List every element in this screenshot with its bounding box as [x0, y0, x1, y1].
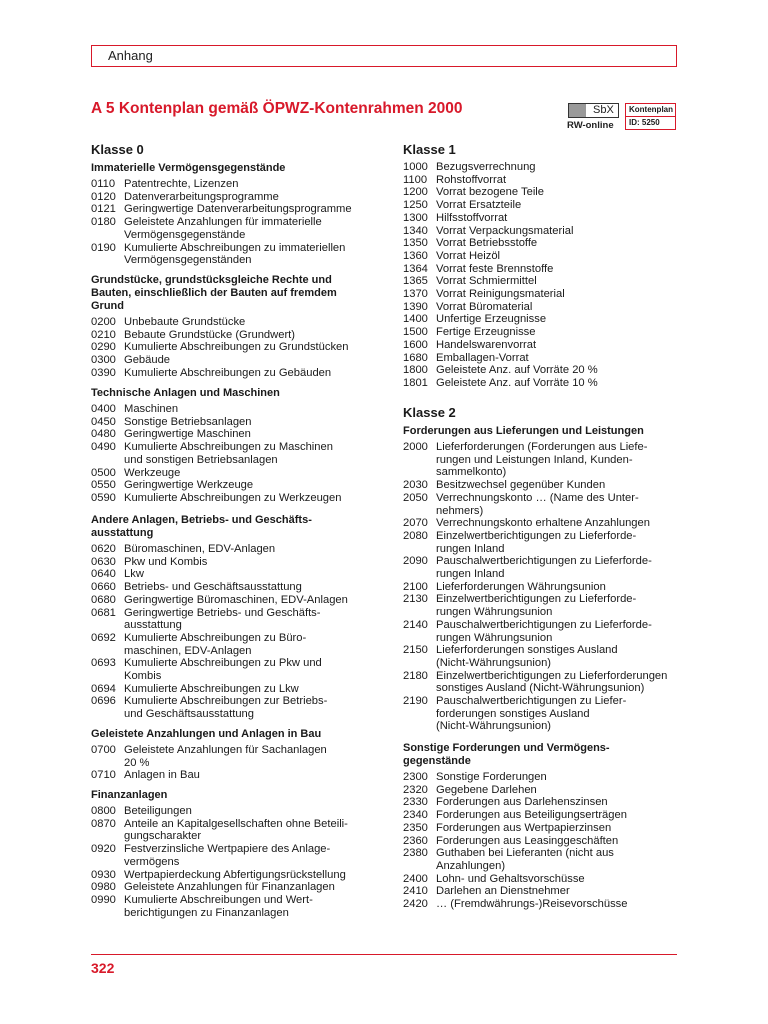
account-row	[91, 594, 381, 607]
account-label: Vorrat Büromaterial	[436, 300, 533, 313]
account-label: Lieferforderungen sonstiges Ausland (Nicht-Währungsunion)	[436, 644, 618, 669]
account-row	[403, 835, 683, 848]
account-code: 2140	[403, 618, 428, 631]
account-label: Unfertige Erzeugnisse	[436, 313, 547, 326]
account-row	[91, 316, 381, 329]
sbx-label: SbX	[593, 104, 614, 116]
account-row	[91, 428, 381, 441]
account-label: Rohstoffvorrat	[436, 173, 507, 186]
account-row	[91, 657, 381, 682]
account-label: Vorrat Ersatzteile	[436, 199, 522, 212]
klasse-heading: Klasse 1	[403, 142, 456, 157]
account-label: Forderungen aus Leasinggeschäften	[436, 834, 619, 847]
account-label: Emballagen-Vorrat	[436, 351, 529, 364]
account-code: 2410	[403, 885, 428, 898]
group-heading: Geleistete Anzahlungen und Anlagen in Bau	[91, 728, 322, 740]
account-code: 2150	[403, 644, 428, 657]
account-label: Sonstige Betriebsanlagen	[124, 415, 252, 428]
account-label: Vorrat Heizöl	[436, 249, 501, 262]
account-row	[403, 186, 683, 199]
account-code: 0710	[91, 769, 116, 782]
account-row	[403, 695, 683, 733]
account-label: Geringwertige Datenverarbeitungsprogramme	[124, 203, 352, 216]
account-row	[403, 581, 683, 594]
account-row	[403, 784, 683, 797]
account-code: 2350	[403, 821, 428, 834]
account-code: 0180	[91, 216, 116, 229]
group-heading: Grundstücke, grundstücksgleiche Rechte und Bauten, einschließlich der Bauten auf fremdem Grund	[91, 274, 337, 312]
account-label: Geringwertige Werkzeuge	[124, 479, 254, 492]
account-label: Kumulierte Abschreibungen zu Büro- maschinen, EDV-Anlagen	[124, 631, 307, 657]
account-code: 0400	[91, 403, 116, 415]
account-row	[91, 403, 381, 416]
account-code: 0550	[91, 479, 116, 492]
account-label: Vorrat Schmiermittel	[436, 275, 537, 288]
account-code: 2130	[403, 593, 428, 606]
account-label: … (Fremdwährungs-)Reisevorschüsse	[436, 898, 628, 910]
account-code: 0480	[91, 428, 116, 441]
account-code: 0190	[91, 241, 116, 254]
account-label: Werkzeuge	[124, 466, 181, 479]
account-code: 0930	[91, 868, 116, 881]
account-label: Kumulierte Abschreibungen zu Gebäuden	[124, 366, 332, 379]
account-row	[403, 301, 683, 314]
group-heading: Finanzanlagen	[91, 789, 168, 801]
account-row	[403, 822, 683, 835]
account-row	[91, 191, 381, 204]
group-heading: Andere Anlagen, Betriebs- und Geschäfts- ausstattung	[91, 514, 312, 539]
account-label: Verrechnungskonto erhaltene Anzahlungen	[436, 517, 650, 530]
page-title: A 5 Kontenplan gemäß ÖPWZ-Kontenrahmen 2000	[91, 100, 463, 117]
account-code: 0660	[91, 581, 116, 594]
account-label: Vorrat bezogene Teile	[436, 186, 545, 199]
account-code: 2080	[403, 529, 428, 542]
sbx-gray-block	[569, 104, 586, 117]
account-label: Pkw und Kombis	[124, 555, 208, 568]
account-code: 0590	[91, 491, 116, 504]
account-row	[91, 683, 381, 696]
account-code: 1801	[403, 376, 428, 389]
account-row	[91, 543, 381, 556]
account-code: 1800	[403, 364, 428, 377]
account-code: 2340	[403, 809, 428, 822]
account-label: Lohn- und Gehaltsvorschüsse	[436, 872, 585, 885]
account-code: 0210	[91, 328, 116, 341]
account-code: 0620	[91, 543, 116, 555]
account-code: 0640	[91, 568, 116, 581]
account-code: 1364	[403, 262, 428, 275]
account-row	[91, 568, 381, 581]
account-code: 1300	[403, 211, 428, 224]
account-label: Einzelwertberichtigungen zu Lieferforderungen sonstiges Ausland (Nicht-Währungsunion)	[436, 669, 668, 695]
group-heading: Immaterielle Vermögensgegenstände	[91, 162, 286, 174]
account-label: Wertpapierdeckung Abfertigungsrückstellung	[124, 868, 346, 881]
account-row	[403, 885, 683, 898]
rw-online-label: RW-online	[567, 120, 614, 131]
account-label: Hilfsstoffvorrat	[436, 211, 508, 224]
kontenplan-badge	[625, 103, 676, 130]
account-label: Geringwertige Betriebs- und Geschäfts- ausstattung	[124, 606, 321, 632]
section-label: Anhang	[108, 48, 153, 63]
account-code: 0120	[91, 190, 116, 203]
account-row	[91, 492, 381, 505]
account-row	[403, 174, 683, 187]
account-code: 1250	[403, 199, 428, 212]
account-label: Einzelwertberichtigungen zu Lieferforde- rungen Währungsunion	[436, 593, 637, 619]
account-label: Beteiligungen	[124, 805, 192, 817]
footer-divider	[91, 954, 677, 955]
account-label: Geleistete Anzahlungen für immaterielle Vermögensgegenstände	[124, 216, 322, 241]
account-code: 0870	[91, 817, 116, 830]
account-code: 0490	[91, 441, 116, 454]
account-code: 2400	[403, 872, 428, 885]
account-label: Vorrat feste Brennstoffe	[436, 262, 554, 275]
account-row	[403, 809, 683, 822]
account-code: 0681	[91, 606, 116, 619]
account-code: 2090	[403, 555, 428, 568]
account-code: 1340	[403, 224, 428, 237]
account-label: Festverzinsliche Wertpapiere des Anlage- vermögens	[124, 843, 331, 868]
account-label: Geleistete Anz. auf Vorräte 20 %	[436, 364, 598, 377]
account-row	[91, 894, 381, 919]
account-row	[91, 467, 381, 480]
account-label: Forderungen aus Beteiligungserträgen	[436, 809, 627, 822]
account-code: 1500	[403, 326, 428, 339]
account-label: Pauschalwertberichtigungen zu Lieferforde- rungen Inland	[436, 555, 652, 580]
account-code: 0980	[91, 881, 116, 894]
account-label: Kumulierte Abschreibungen und Wert- berichtigungen zu Finanzanlagen	[124, 893, 313, 919]
account-code: 1350	[403, 237, 428, 250]
account-row	[403, 364, 683, 377]
account-row	[91, 769, 381, 782]
account-row	[91, 581, 381, 594]
account-code: 0500	[91, 466, 116, 479]
account-label: Kumulierte Abschreibungen zu immateriellen Vermögensgegenständen	[124, 241, 346, 267]
account-label: Kumulierte Abschreibungen zur Betriebs- und Geschäftsausstattung	[124, 695, 328, 721]
account-label: Kumulierte Abschreibungen zu Grundstücken	[124, 341, 349, 354]
account-label: Büromaschinen, EDV-Anlagen	[124, 543, 276, 555]
account-label: Maschinen	[124, 403, 179, 415]
sbx-badge	[568, 103, 619, 118]
account-label: Vorrat Betriebsstoffe	[436, 237, 538, 250]
account-label: Verrechnungskonto … (Name des Unter- nehmers)	[436, 491, 639, 517]
account-label: Kumulierte Abschreibungen zu Lkw	[124, 682, 299, 695]
group-heading: Forderungen aus Lieferungen und Leistungen	[403, 425, 644, 437]
account-code: 2050	[403, 491, 428, 504]
account-code: 2190	[403, 695, 428, 707]
account-label: Geleistete Anzahlungen für Sachanlagen 20 %	[124, 744, 327, 769]
account-code: 0990	[91, 893, 116, 906]
account-code: 0121	[91, 203, 116, 216]
account-label: Guthaben bei Lieferanten (nicht aus Anzahlungen)	[436, 847, 614, 872]
account-label: Sonstige Forderungen	[436, 771, 547, 783]
account-row	[403, 339, 683, 352]
account-code: 2420	[403, 898, 428, 910]
page-number: 322	[91, 960, 115, 976]
account-label: Geringwertige Büromaschinen, EDV-Anlagen	[124, 593, 348, 606]
account-row	[403, 670, 683, 695]
account-row	[403, 377, 683, 390]
account-row	[403, 873, 683, 886]
account-code: 1100	[403, 173, 428, 186]
account-label: Vorrat Verpackungsmaterial	[436, 224, 574, 237]
account-row	[403, 275, 683, 288]
account-code: 1390	[403, 300, 428, 313]
account-label: Vorrat Reinigungsmaterial	[436, 288, 565, 300]
account-code: 2100	[403, 580, 428, 593]
account-row	[403, 313, 683, 326]
account-label: Patentrechte, Lizenzen	[124, 178, 239, 190]
account-code: 0680	[91, 593, 116, 606]
account-label: Geringwertige Maschinen	[124, 428, 251, 441]
kontenplan-id: ID: 5250	[629, 118, 660, 127]
account-code: 0290	[91, 341, 116, 354]
account-label: Forderungen aus Wertpapierzinsen	[436, 821, 612, 834]
account-code: 1600	[403, 338, 428, 351]
account-code: 2070	[403, 517, 428, 530]
account-row	[403, 644, 683, 669]
account-label: Handelswarenvorrat	[436, 338, 537, 351]
account-row	[91, 479, 381, 492]
account-row	[91, 416, 381, 429]
account-code: 2180	[403, 669, 428, 682]
account-label: Fertige Erzeugnisse	[436, 326, 536, 339]
account-row	[91, 818, 381, 843]
account-code: 0696	[91, 695, 116, 708]
account-row	[403, 441, 683, 479]
account-row	[91, 216, 381, 241]
account-code: 1370	[403, 288, 428, 300]
account-row	[403, 898, 683, 911]
account-code: 0450	[91, 415, 116, 428]
account-label: Einzelwertberichtigungen zu Lieferforde- rungen Inland	[436, 529, 637, 555]
klasse-heading: Klasse 0	[91, 142, 144, 157]
account-label: Lkw	[124, 568, 144, 581]
account-row	[91, 744, 381, 769]
account-row	[403, 225, 683, 238]
account-row	[403, 771, 683, 784]
account-code: 0800	[91, 805, 116, 817]
account-code: 0920	[91, 843, 116, 856]
account-label: Datenverarbeitungsprogramme	[124, 190, 279, 203]
account-row	[403, 288, 683, 301]
account-code: 0700	[91, 744, 116, 756]
account-row	[403, 796, 683, 809]
account-code: 0200	[91, 316, 116, 328]
account-label: Kumulierte Abschreibungen zu Pkw und Kombis	[124, 657, 322, 682]
account-row	[91, 632, 381, 657]
account-row	[91, 869, 381, 882]
account-label: Kumulierte Abschreibungen zu Werkzeugen	[124, 491, 342, 504]
account-label: Betriebs- und Geschäftsausstattung	[124, 581, 302, 594]
account-code: 2300	[403, 771, 428, 783]
kontenplan-label: Kontenplan	[626, 104, 675, 117]
account-row	[403, 326, 683, 339]
account-row	[91, 607, 381, 632]
account-code: 2380	[403, 847, 428, 860]
account-row	[91, 242, 381, 267]
account-row	[403, 555, 683, 580]
account-code: 2330	[403, 796, 428, 809]
account-row	[91, 341, 381, 354]
account-code: 0630	[91, 555, 116, 568]
account-label: Anlagen in Bau	[124, 769, 200, 782]
account-code: 2320	[403, 783, 428, 796]
account-row	[403, 492, 683, 517]
account-label: Unbebaute Grundstücke	[124, 316, 246, 328]
account-code: 1365	[403, 275, 428, 288]
account-row	[403, 517, 683, 530]
group-heading: Sonstige Forderungen und Vermögens- gegenstände	[403, 742, 610, 767]
account-row	[91, 178, 381, 191]
account-label: Besitzwechsel gegenüber Kunden	[436, 479, 606, 492]
account-code: 1200	[403, 186, 428, 199]
account-code: 1400	[403, 313, 428, 326]
account-label: Bebaute Grundstücke (Grundwert)	[124, 328, 296, 341]
account-code: 2360	[403, 834, 428, 847]
account-label: Forderungen aus Darlehenszinsen	[436, 796, 608, 809]
account-code: 1000	[403, 161, 428, 173]
account-row	[403, 352, 683, 365]
account-code: 1680	[403, 351, 428, 364]
account-label: Gegebene Darlehen	[436, 783, 537, 796]
account-row	[403, 212, 683, 225]
account-row	[91, 203, 381, 216]
account-label: Darlehen an Dienstnehmer	[436, 885, 570, 898]
account-row	[91, 441, 381, 466]
account-row	[91, 329, 381, 342]
account-label: Pauschalwertberichtigungen zu Liefer- forderungen sonstiges Ausland (Nicht-Währungsunion)	[436, 695, 627, 733]
account-label: Anteile an Kapitalgesellschaften ohne Beteili- gungscharakter	[124, 817, 348, 843]
account-code: 0300	[91, 354, 116, 367]
account-code: 0110	[91, 178, 116, 190]
account-row	[403, 199, 683, 212]
account-label: Lieferforderungen (Forderungen aus Liefe- rungen und Leistungen Inland, Kunden- sammelkonto)	[436, 441, 648, 479]
account-row	[91, 881, 381, 894]
account-row	[91, 556, 381, 569]
account-row	[403, 263, 683, 276]
account-row	[403, 847, 683, 872]
account-row	[403, 161, 683, 174]
account-row	[91, 843, 381, 868]
group-heading: Technische Anlagen und Maschinen	[91, 387, 280, 399]
account-row	[403, 250, 683, 263]
account-code: 0692	[91, 631, 116, 644]
account-label: Kumulierte Abschreibungen zu Maschinen und sonstigen Betriebsanlagen	[124, 441, 333, 466]
account-label: Geleistete Anz. auf Vorräte 10 %	[436, 376, 598, 389]
account-code: 0390	[91, 366, 116, 379]
account-code: 0694	[91, 682, 116, 695]
account-label: Geleistete Anzahlungen für Finanzanlagen	[124, 881, 335, 894]
account-label: Lieferforderungen Währungsunion	[436, 580, 606, 593]
account-label: Gebäude	[124, 354, 171, 367]
account-row	[91, 367, 381, 380]
account-row	[403, 530, 683, 555]
account-row	[403, 237, 683, 250]
account-label: Pauschalwertberichtigungen zu Lieferforde- rungen Währungsunion	[436, 618, 652, 644]
account-row	[403, 593, 683, 618]
account-label: Bezugsverrechnung	[436, 161, 536, 173]
account-row	[91, 805, 381, 818]
account-code: 2030	[403, 479, 428, 492]
account-row	[403, 619, 683, 644]
account-row	[91, 354, 381, 367]
account-code: 2000	[403, 441, 428, 453]
account-code: 0693	[91, 657, 116, 670]
account-code: 1360	[403, 249, 428, 262]
section-header	[91, 45, 677, 67]
klasse-heading: Klasse 2	[403, 405, 456, 420]
account-row	[403, 479, 683, 492]
account-row	[91, 695, 381, 720]
